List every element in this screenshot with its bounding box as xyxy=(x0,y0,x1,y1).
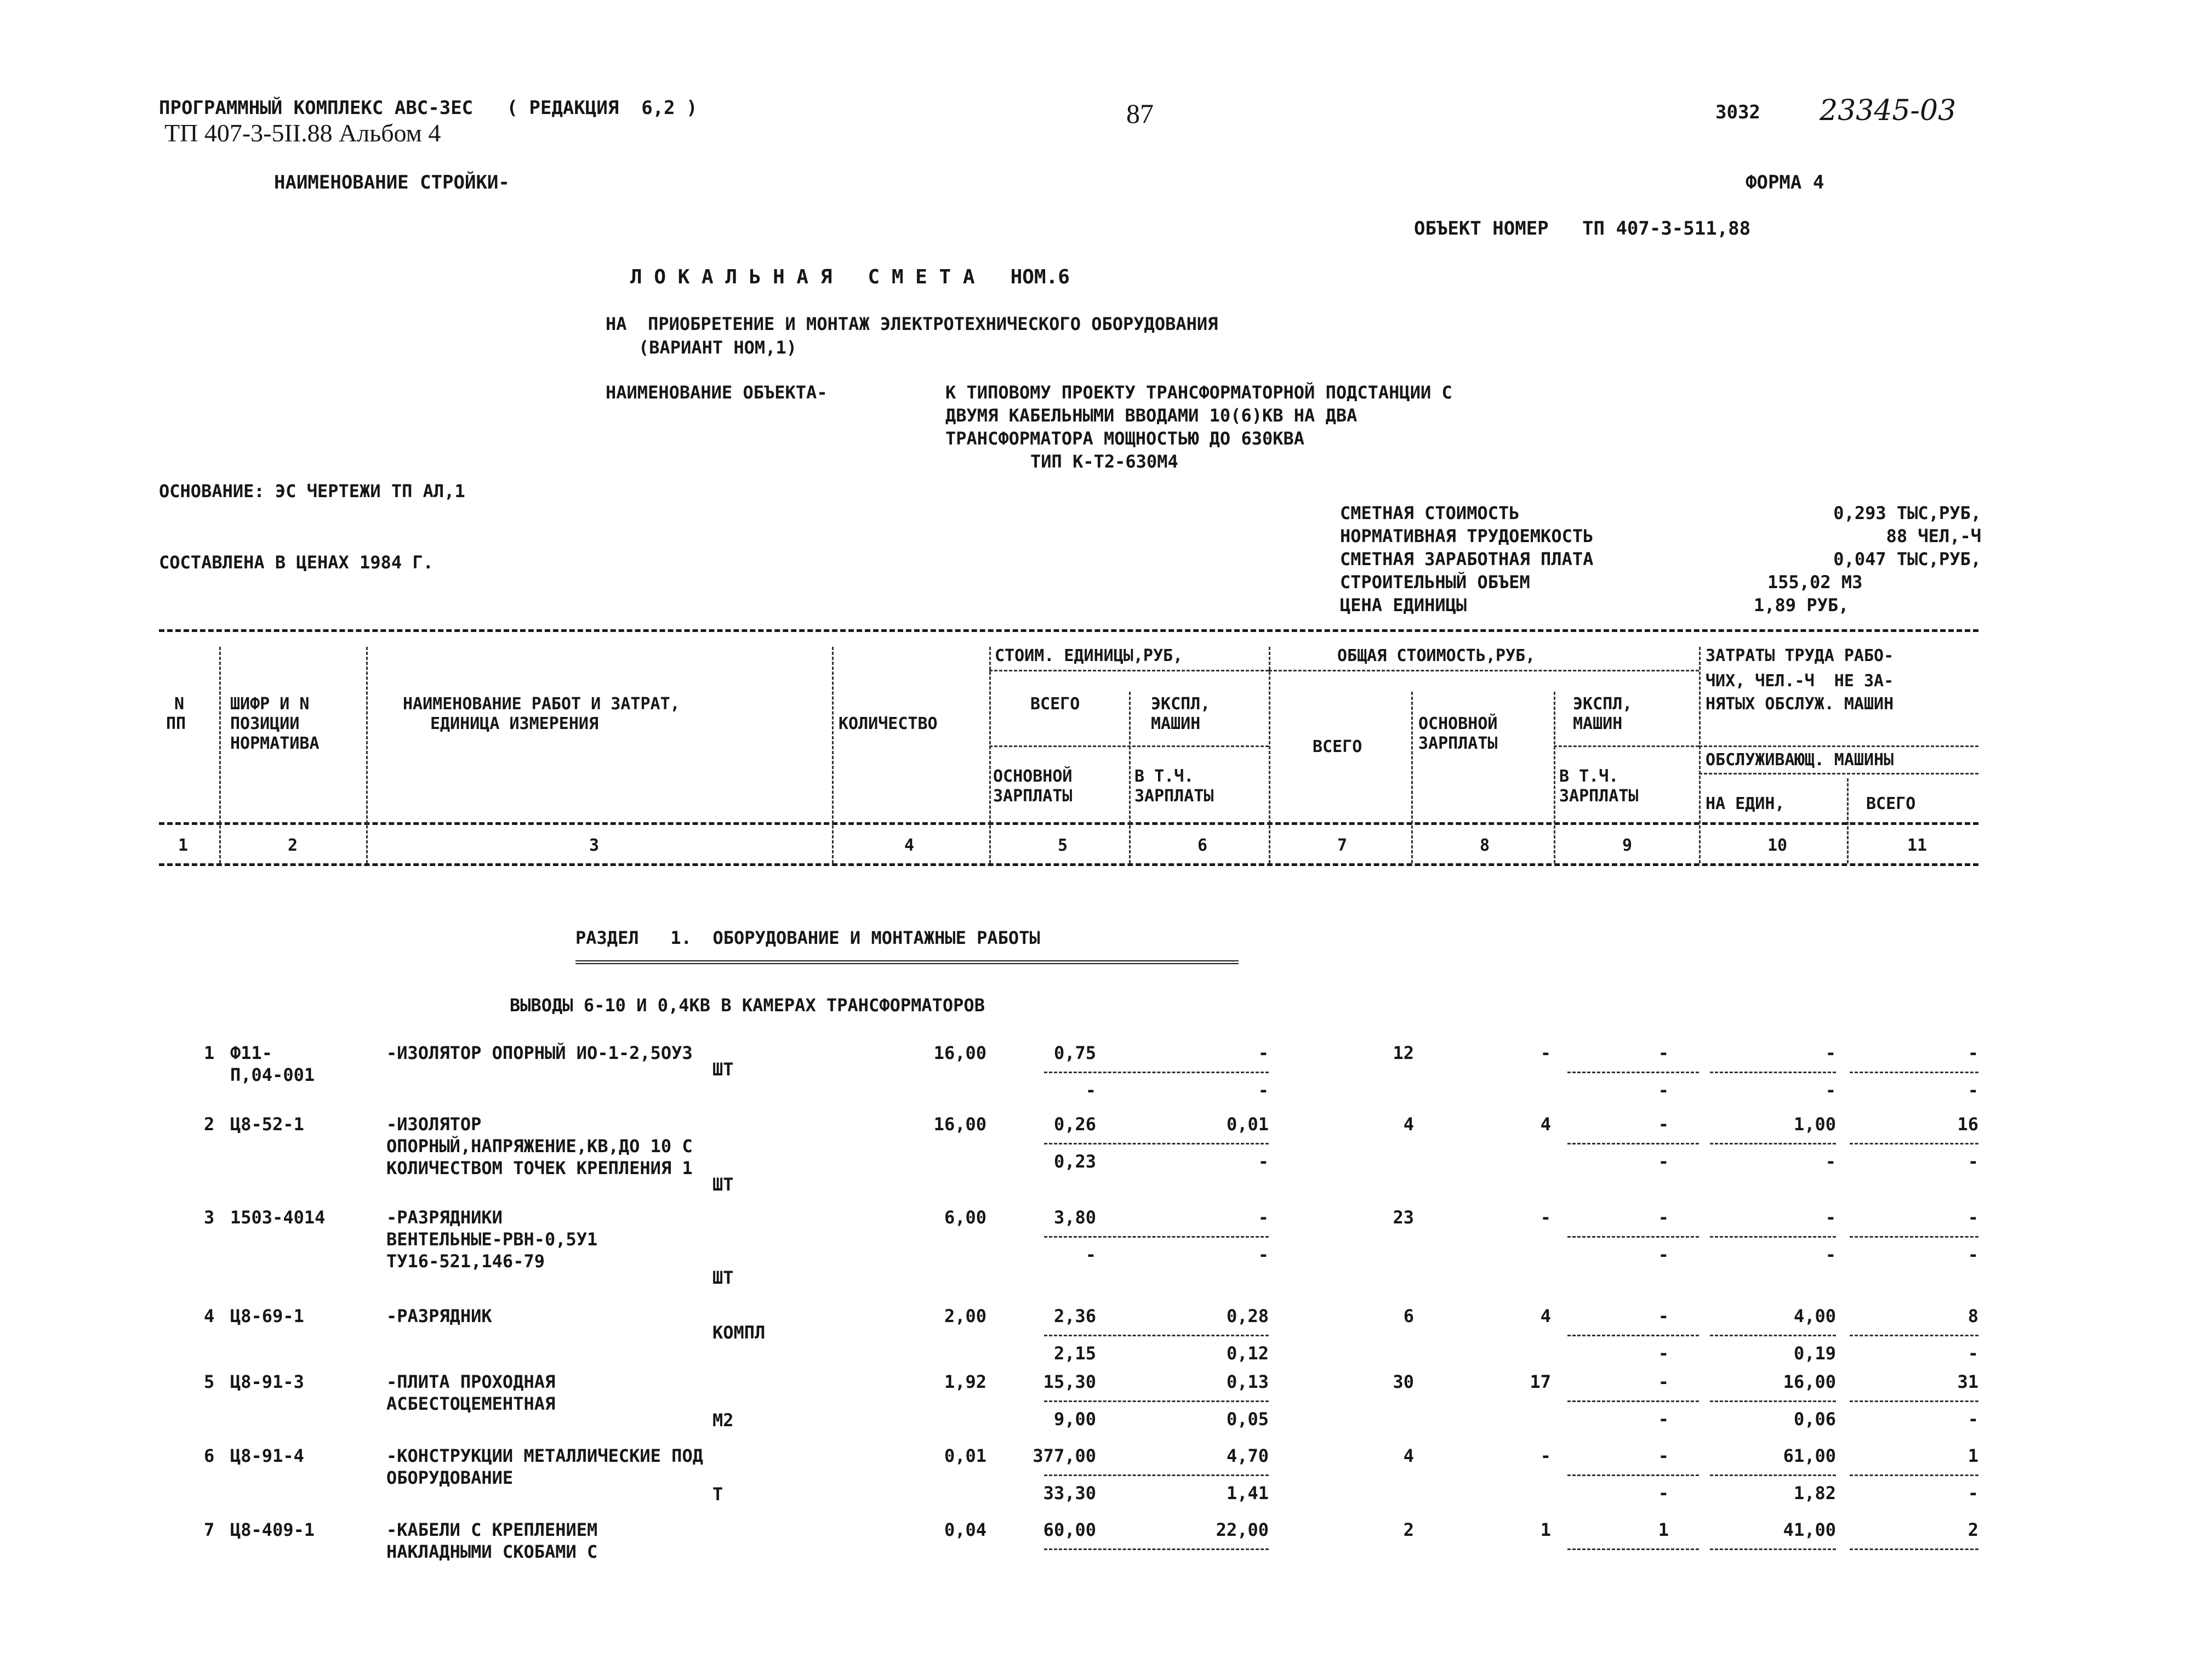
col-header-unit-wages: ЗАРПЛАТЫ xyxy=(993,787,1073,806)
col-header-code: НОРМАТИВА xyxy=(230,734,320,753)
row-name: -ИЗОЛЯТОР xyxy=(386,1114,482,1135)
col-sep xyxy=(1411,692,1413,863)
row-sum-wages: 1 xyxy=(1540,1519,1551,1540)
row-code: Ц8-69-1 xyxy=(230,1306,304,1326)
col-header-labor-unit: НА ЕДИН, xyxy=(1706,794,1785,813)
summary-label: НОРМАТИВНАЯ ТРУДОЕМКОСТЬ xyxy=(1340,526,1594,546)
cell-rule xyxy=(1044,1072,1269,1073)
row-labor-total-machines: - xyxy=(1968,1244,1978,1265)
row-unit-wages-incl: 1,41 xyxy=(1226,1483,1269,1504)
row-sum-total: 23 xyxy=(1393,1207,1414,1228)
row-name: -РАЗРЯДНИК xyxy=(386,1306,492,1326)
col-header-labor-total: ВСЕГО xyxy=(1866,794,1916,813)
col-header-unit-wages: ОСНОВНОЙ xyxy=(993,767,1073,786)
row-labor-total: 16 xyxy=(1957,1114,1978,1135)
row-unit: М2 xyxy=(712,1410,734,1431)
row-quantity: 16,00 xyxy=(933,1114,986,1135)
row-sum-wages-incl: - xyxy=(1658,1343,1669,1364)
row-unit-machines: - xyxy=(1258,1043,1269,1063)
row-unit: ШТ xyxy=(712,1174,734,1195)
row-labor-unit-machines: - xyxy=(1825,1080,1836,1101)
cell-rule xyxy=(1567,1236,1699,1238)
cell-rule xyxy=(1567,1400,1699,1402)
row-sum-machines: - xyxy=(1658,1207,1669,1228)
col-header-unit-machines: ЭКСПЛ, xyxy=(1151,694,1211,714)
page-number: 87 xyxy=(1126,98,1154,129)
cell-rule xyxy=(1044,1474,1269,1476)
title-line-2: (ВАРИАНТ НОМ,1) xyxy=(638,337,797,358)
row-sum-total: 4 xyxy=(1403,1445,1414,1466)
row-sum-total: 2 xyxy=(1403,1519,1414,1540)
row-labor-unit: 1,00 xyxy=(1793,1114,1836,1135)
row-number: 2 xyxy=(204,1114,215,1135)
col-header-name: ЕДИНИЦА ИЗМЕРЕНИЯ xyxy=(430,714,599,733)
row-labor-total-machines: - xyxy=(1968,1080,1978,1101)
form-label: ФОРМА 4 xyxy=(1746,172,1824,193)
row-quantity: 0,01 xyxy=(944,1445,986,1466)
row-number: 4 xyxy=(204,1306,215,1326)
cell-rule xyxy=(1567,1143,1699,1144)
row-number: 5 xyxy=(204,1371,215,1392)
col-sep xyxy=(1699,647,1701,863)
row-unit-wages-incl: - xyxy=(1258,1151,1269,1172)
row-labor-total-machines: - xyxy=(1968,1483,1978,1504)
section-title: РАЗДЕЛ 1. ОБОРУДОВАНИЕ И МОНТАЖНЫЕ РАБОТЫ xyxy=(575,927,1040,948)
row-name: -ИЗОЛЯТОР ОПОРНЫЙ ИО-1-2,5ОУ3 xyxy=(386,1043,693,1063)
row-labor-total: - xyxy=(1968,1207,1978,1228)
col-header-unit-wages-incl: ЗАРПЛАТЫ xyxy=(1134,787,1214,806)
cell-rule xyxy=(1710,1236,1836,1238)
cell-rule xyxy=(1710,1072,1836,1073)
col-number: 1 xyxy=(178,836,189,855)
cell-rule xyxy=(1850,1072,1978,1073)
col-number: 8 xyxy=(1480,836,1490,855)
row-labor-unit-machines: - xyxy=(1825,1244,1836,1265)
row-sum-total: 6 xyxy=(1403,1306,1414,1326)
row-unit-wages: - xyxy=(1085,1244,1096,1265)
cell-rule xyxy=(1850,1236,1978,1238)
row-quantity: 1,92 xyxy=(944,1371,986,1392)
row-unit-wages: - xyxy=(1085,1080,1096,1101)
col-header-code: ПОЗИЦИИ xyxy=(230,714,300,733)
col-header-labor: НЯТЫХ ОБСЛУЖ. МАШИН xyxy=(1706,694,1894,714)
col-number: 11 xyxy=(1907,836,1927,855)
row-sum-wages-incl: - xyxy=(1658,1151,1669,1172)
row-sum-machines: - xyxy=(1658,1043,1669,1063)
row-unit-total: 60,00 xyxy=(1043,1519,1096,1540)
row-unit-total: 0,26 xyxy=(1053,1114,1096,1135)
row-sum-machines: - xyxy=(1658,1114,1669,1135)
row-labor-total: 1 xyxy=(1968,1445,1978,1466)
col-header-total-wages-incl: ЗАРПЛАТЫ xyxy=(1559,787,1639,806)
col-header-n: ПП xyxy=(166,714,186,733)
header-inner-rule xyxy=(1269,670,1699,671)
row-sum-wages: 17 xyxy=(1530,1371,1551,1392)
col-header-labor: ЗАТРАТЫ ТРУДА РАБО- xyxy=(1706,646,1894,665)
row-unit: ШТ xyxy=(712,1267,734,1288)
col-header-total-all: ВСЕГО xyxy=(1313,737,1362,756)
row-name: АСБЕСТОЦЕМЕНТНАЯ xyxy=(386,1393,556,1414)
row-unit-total: 3,80 xyxy=(1053,1207,1096,1228)
sheet-code: 3032 xyxy=(1715,101,1760,123)
col-number: 6 xyxy=(1197,836,1208,855)
col-sep xyxy=(989,647,991,863)
row-sum-wages-incl: - xyxy=(1658,1244,1669,1265)
section-underline xyxy=(575,960,1239,964)
cell-rule xyxy=(1567,1335,1699,1336)
section-subtitle: ВЫВОДЫ 6-10 И 0,4КВ В КАМЕРАХ ТРАНСФОРМАТОРОВ xyxy=(510,995,985,1016)
row-quantity: 6,00 xyxy=(944,1207,986,1228)
col-number: 9 xyxy=(1622,836,1633,855)
table-header-rule xyxy=(159,822,1978,825)
table-numbers-rule xyxy=(159,863,1978,866)
row-sum-machines: - xyxy=(1658,1445,1669,1466)
row-unit-total: 15,30 xyxy=(1043,1371,1096,1392)
col-header-total-wages: ЗАРПЛАТЫ xyxy=(1418,734,1498,753)
summary-value: 88 ЧЕЛ,-Ч xyxy=(1886,526,1981,546)
cell-rule xyxy=(1710,1400,1836,1402)
col-header-n: N xyxy=(174,694,185,714)
cell-rule xyxy=(1044,1236,1269,1238)
row-unit-wages-incl: - xyxy=(1258,1244,1269,1265)
cell-rule xyxy=(1567,1548,1699,1550)
row-name: -ПЛИТА ПРОХОДНАЯ xyxy=(386,1371,556,1392)
cell-rule xyxy=(1044,1400,1269,1402)
col-header-unit-wages-incl: В Т.Ч. xyxy=(1134,767,1194,786)
row-unit-machines: 4,70 xyxy=(1226,1445,1269,1466)
summary-label: СТРОИТЕЛЬНЫЙ ОБЪЕМ xyxy=(1340,572,1530,593)
construction-label: НАИМЕНОВАНИЕ СТРОЙКИ- xyxy=(274,172,510,193)
cell-rule xyxy=(1710,1548,1836,1550)
col-sep xyxy=(832,647,834,863)
col-header-name: НАИМЕНОВАНИЕ РАБОТ И ЗАТРАТ, xyxy=(403,694,680,714)
row-unit-machines: 22,00 xyxy=(1216,1519,1269,1540)
row-sum-wages: 4 xyxy=(1540,1306,1551,1326)
cell-rule xyxy=(1850,1474,1978,1476)
row-name: КОЛИЧЕСТВОМ ТОЧЕК КРЕПЛЕНИЯ 1 xyxy=(386,1158,693,1178)
cell-rule xyxy=(1044,1143,1269,1144)
col-sep xyxy=(219,647,221,863)
row-name: ТУ16-521,146-79 xyxy=(386,1251,545,1272)
row-sum-wages: 4 xyxy=(1540,1114,1551,1135)
row-name: ВЕНТЕЛЬНЫЕ-РВН-0,5У1 xyxy=(386,1229,598,1250)
summary-value: 0,047 ТЫС,РУБ, xyxy=(1833,549,1981,570)
col-header-total-machines: МАШИН xyxy=(1573,714,1623,733)
row-code: Ц8-409-1 xyxy=(230,1519,315,1540)
col-header-unit-cost: СТОИМ. ЕДИНИЦЫ,РУБ, xyxy=(995,646,1183,665)
col-number: 7 xyxy=(1337,836,1348,855)
row-labor-unit-machines: - xyxy=(1825,1151,1836,1172)
summary-label: ЦЕНА ЕДИНИЦЫ xyxy=(1340,595,1467,616)
estimate-title: Л О К А Л Ь Н А Я С М Е Т А НОМ.6 xyxy=(630,266,1070,288)
summary-value: 155,02 М3 xyxy=(1767,572,1863,593)
row-labor-unit-machines: 0,06 xyxy=(1793,1409,1836,1430)
handwritten-code: 23345-03 xyxy=(1820,94,1957,127)
cell-rule xyxy=(1850,1335,1978,1336)
row-code: Ц8-91-4 xyxy=(230,1445,304,1466)
object-label: НАИМЕНОВАНИЕ ОБЪЕКТА- xyxy=(606,382,828,403)
header-inner-rule xyxy=(1554,745,1699,747)
summary-value: 1,89 РУБ, xyxy=(1754,595,1849,616)
header-inner-rule xyxy=(1699,745,1978,747)
row-unit-wages-incl: - xyxy=(1258,1080,1269,1101)
summary-label: СМЕТНАЯ СТОИМОСТЬ xyxy=(1340,503,1520,523)
row-labor-unit: 16,00 xyxy=(1783,1371,1836,1392)
col-header-code: ШИФР И N xyxy=(230,694,310,714)
col-sep xyxy=(1129,692,1131,863)
row-unit-wages: 33,30 xyxy=(1043,1483,1096,1504)
object-line-3: ТРАНСФОРМАТОРА МОЩНОСТЬЮ ДО 630КВА xyxy=(945,428,1305,449)
row-labor-total: - xyxy=(1968,1043,1978,1063)
header-inner-rule xyxy=(989,745,1269,747)
col-header-labor: ЧИХ, ЧЕЛ.-Ч НЕ ЗА- xyxy=(1706,671,1894,691)
row-name: -КАБЕЛИ С КРЕПЛЕНИЕМ xyxy=(386,1519,598,1540)
row-labor-unit-machines: 1,82 xyxy=(1793,1483,1836,1504)
object-line-1: К ТИПОВОМУ ПРОЕКТУ ТРАНСФОРМАТОРНОЙ ПОДСТАНЦИИ С xyxy=(945,382,1452,403)
row-unit: Т xyxy=(712,1484,723,1505)
col-header-qty: КОЛИЧЕСТВО xyxy=(839,714,938,733)
row-sum-total: 4 xyxy=(1403,1114,1414,1135)
col-sep xyxy=(1554,692,1555,863)
header-inner-rule xyxy=(989,670,1269,671)
row-labor-unit-machines: 0,19 xyxy=(1793,1343,1836,1364)
object-line-2: ДВУМЯ КАБЕЛЬНЫМИ ВВОДАМИ 10(6)КВ НА ДВА xyxy=(945,405,1358,426)
col-number: 4 xyxy=(904,836,915,855)
row-unit-total: 2,36 xyxy=(1053,1306,1096,1326)
table-top-rule xyxy=(159,629,1978,632)
row-sum-wages-incl: - xyxy=(1658,1483,1669,1504)
row-unit-machines: 0,13 xyxy=(1226,1371,1269,1392)
row-unit-wages: 9,00 xyxy=(1053,1409,1096,1430)
row-number: 1 xyxy=(204,1043,215,1063)
row-number: 6 xyxy=(204,1445,215,1466)
row-code: Ц8-52-1 xyxy=(230,1114,304,1135)
album-line: ТП 407-3-5II.88 Альбом 4 xyxy=(164,119,441,147)
row-sum-wages: - xyxy=(1540,1445,1551,1466)
row-unit-total: 0,75 xyxy=(1053,1043,1096,1063)
row-sum-wages: - xyxy=(1540,1207,1551,1228)
col-sep xyxy=(366,647,368,863)
row-number: 3 xyxy=(204,1207,215,1228)
cell-rule xyxy=(1044,1548,1269,1550)
col-header-total-wages: ОСНОВНОЙ xyxy=(1418,714,1498,733)
summary-value: 0,293 ТЫС,РУБ, xyxy=(1833,503,1981,523)
cell-rule xyxy=(1850,1143,1978,1144)
row-labor-unit: 41,00 xyxy=(1783,1519,1836,1540)
row-number: 7 xyxy=(204,1519,215,1540)
col-header-unit-total: ВСЕГО xyxy=(1030,694,1080,714)
row-unit-machines: 0,01 xyxy=(1226,1114,1269,1135)
row-code: Ц8-91-3 xyxy=(230,1371,304,1392)
row-quantity: 0,04 xyxy=(944,1519,986,1540)
row-name: НАКЛАДНЫМИ СКОБАМИ С xyxy=(386,1541,598,1562)
row-quantity: 16,00 xyxy=(933,1043,986,1063)
row-labor-total-machines: - xyxy=(1968,1151,1978,1172)
row-sum-wages-incl: - xyxy=(1658,1080,1669,1101)
row-labor-unit: - xyxy=(1825,1207,1836,1228)
row-labor-total: 8 xyxy=(1968,1306,1978,1326)
cell-rule xyxy=(1567,1072,1699,1073)
col-header-unit-machines: МАШИН xyxy=(1151,714,1201,733)
cell-rule xyxy=(1850,1548,1978,1550)
row-labor-total: 31 xyxy=(1957,1371,1978,1392)
program-line: ПРОГРАММНЫЙ КОМПЛЕКС АВС-3ЕС ( РЕДАКЦИЯ 6,2 ) xyxy=(159,97,698,119)
cell-rule xyxy=(1567,1474,1699,1476)
col-sep xyxy=(1269,647,1270,863)
row-labor-total-machines: - xyxy=(1968,1343,1978,1364)
col-header-total-wages-incl: В Т.Ч. xyxy=(1559,767,1619,786)
row-unit: КОМПЛ xyxy=(712,1322,766,1343)
object-line-4: ТИП К-Т2-630М4 xyxy=(1030,451,1178,472)
col-number: 3 xyxy=(589,836,600,855)
col-sep xyxy=(1847,778,1849,863)
row-unit-machines: 0,28 xyxy=(1226,1306,1269,1326)
row-sum-machines: - xyxy=(1658,1306,1669,1326)
col-number: 5 xyxy=(1058,836,1068,855)
col-header-total-machines: ЭКСПЛ, xyxy=(1573,694,1633,714)
cell-rule xyxy=(1710,1474,1836,1476)
row-name: ОБОРУДОВАНИЕ xyxy=(386,1467,514,1488)
title-line-1: НА ПРИОБРЕТЕНИЕ И МОНТАЖ ЭЛЕКТРОТЕХНИЧЕСКОГО ОБОРУДОВАНИЯ xyxy=(606,314,1218,334)
row-unit-wages-incl: 0,05 xyxy=(1226,1409,1269,1430)
row-labor-total: 2 xyxy=(1968,1519,1978,1540)
row-unit: ШТ xyxy=(712,1059,734,1080)
row-unit-wages-incl: 0,12 xyxy=(1226,1343,1269,1364)
row-name: -КОНСТРУКЦИИ МЕТАЛЛИЧЕСКИЕ ПОД xyxy=(386,1445,703,1466)
row-unit-machines: - xyxy=(1258,1207,1269,1228)
row-name: -РАЗРЯДНИКИ xyxy=(386,1207,503,1228)
cell-rule xyxy=(1710,1335,1836,1336)
col-header-labor-service: ОБСЛУЖИВАЮЩ. МАШИНЫ xyxy=(1706,750,1894,770)
row-unit-wages: 2,15 xyxy=(1053,1343,1096,1364)
row-code: 1503-4014 xyxy=(230,1207,326,1228)
row-sum-wages: - xyxy=(1540,1043,1551,1063)
cell-rule xyxy=(1710,1143,1836,1144)
row-sum-wages-incl: - xyxy=(1658,1409,1669,1430)
col-header-total-cost: ОБЩАЯ СТОИМОСТЬ,РУБ, xyxy=(1337,646,1536,665)
row-labor-unit: - xyxy=(1825,1043,1836,1063)
object-number: ОБЪЕКТ НОМЕР ТП 407-3-511,88 xyxy=(1414,218,1751,240)
cell-rule xyxy=(1850,1400,1978,1402)
row-code: Ф11- xyxy=(230,1043,273,1063)
cell-rule xyxy=(1044,1335,1269,1336)
basis-line: ОСНОВАНИЕ: ЭС ЧЕРТЕЖИ ТП АЛ,1 xyxy=(159,481,465,502)
row-unit-total: 377,00 xyxy=(1033,1445,1096,1466)
row-labor-unit: 61,00 xyxy=(1783,1445,1836,1466)
row-sum-machines: 1 xyxy=(1658,1519,1669,1540)
prices-line: СОСТАВЛЕНА В ЦЕНАХ 1984 Г. xyxy=(159,552,434,573)
summary-label: СМЕТНАЯ ЗАРАБОТНАЯ ПЛАТА xyxy=(1340,549,1594,570)
row-labor-unit: 4,00 xyxy=(1793,1306,1836,1326)
row-sum-total: 12 xyxy=(1393,1043,1414,1063)
col-number: 2 xyxy=(288,836,298,855)
row-sum-machines: - xyxy=(1658,1371,1669,1392)
row-quantity: 2,00 xyxy=(944,1306,986,1326)
col-number: 10 xyxy=(1767,836,1788,855)
row-name: ОПОРНЫЙ,НАПРЯЖЕНИЕ,КВ,ДО 10 С xyxy=(386,1136,693,1157)
row-unit-wages: 0,23 xyxy=(1053,1151,1096,1172)
header-inner-rule xyxy=(1699,773,1978,774)
row-code: П,04-001 xyxy=(230,1064,315,1085)
row-sum-total: 30 xyxy=(1393,1371,1414,1392)
row-labor-total-machines: - xyxy=(1968,1409,1978,1430)
